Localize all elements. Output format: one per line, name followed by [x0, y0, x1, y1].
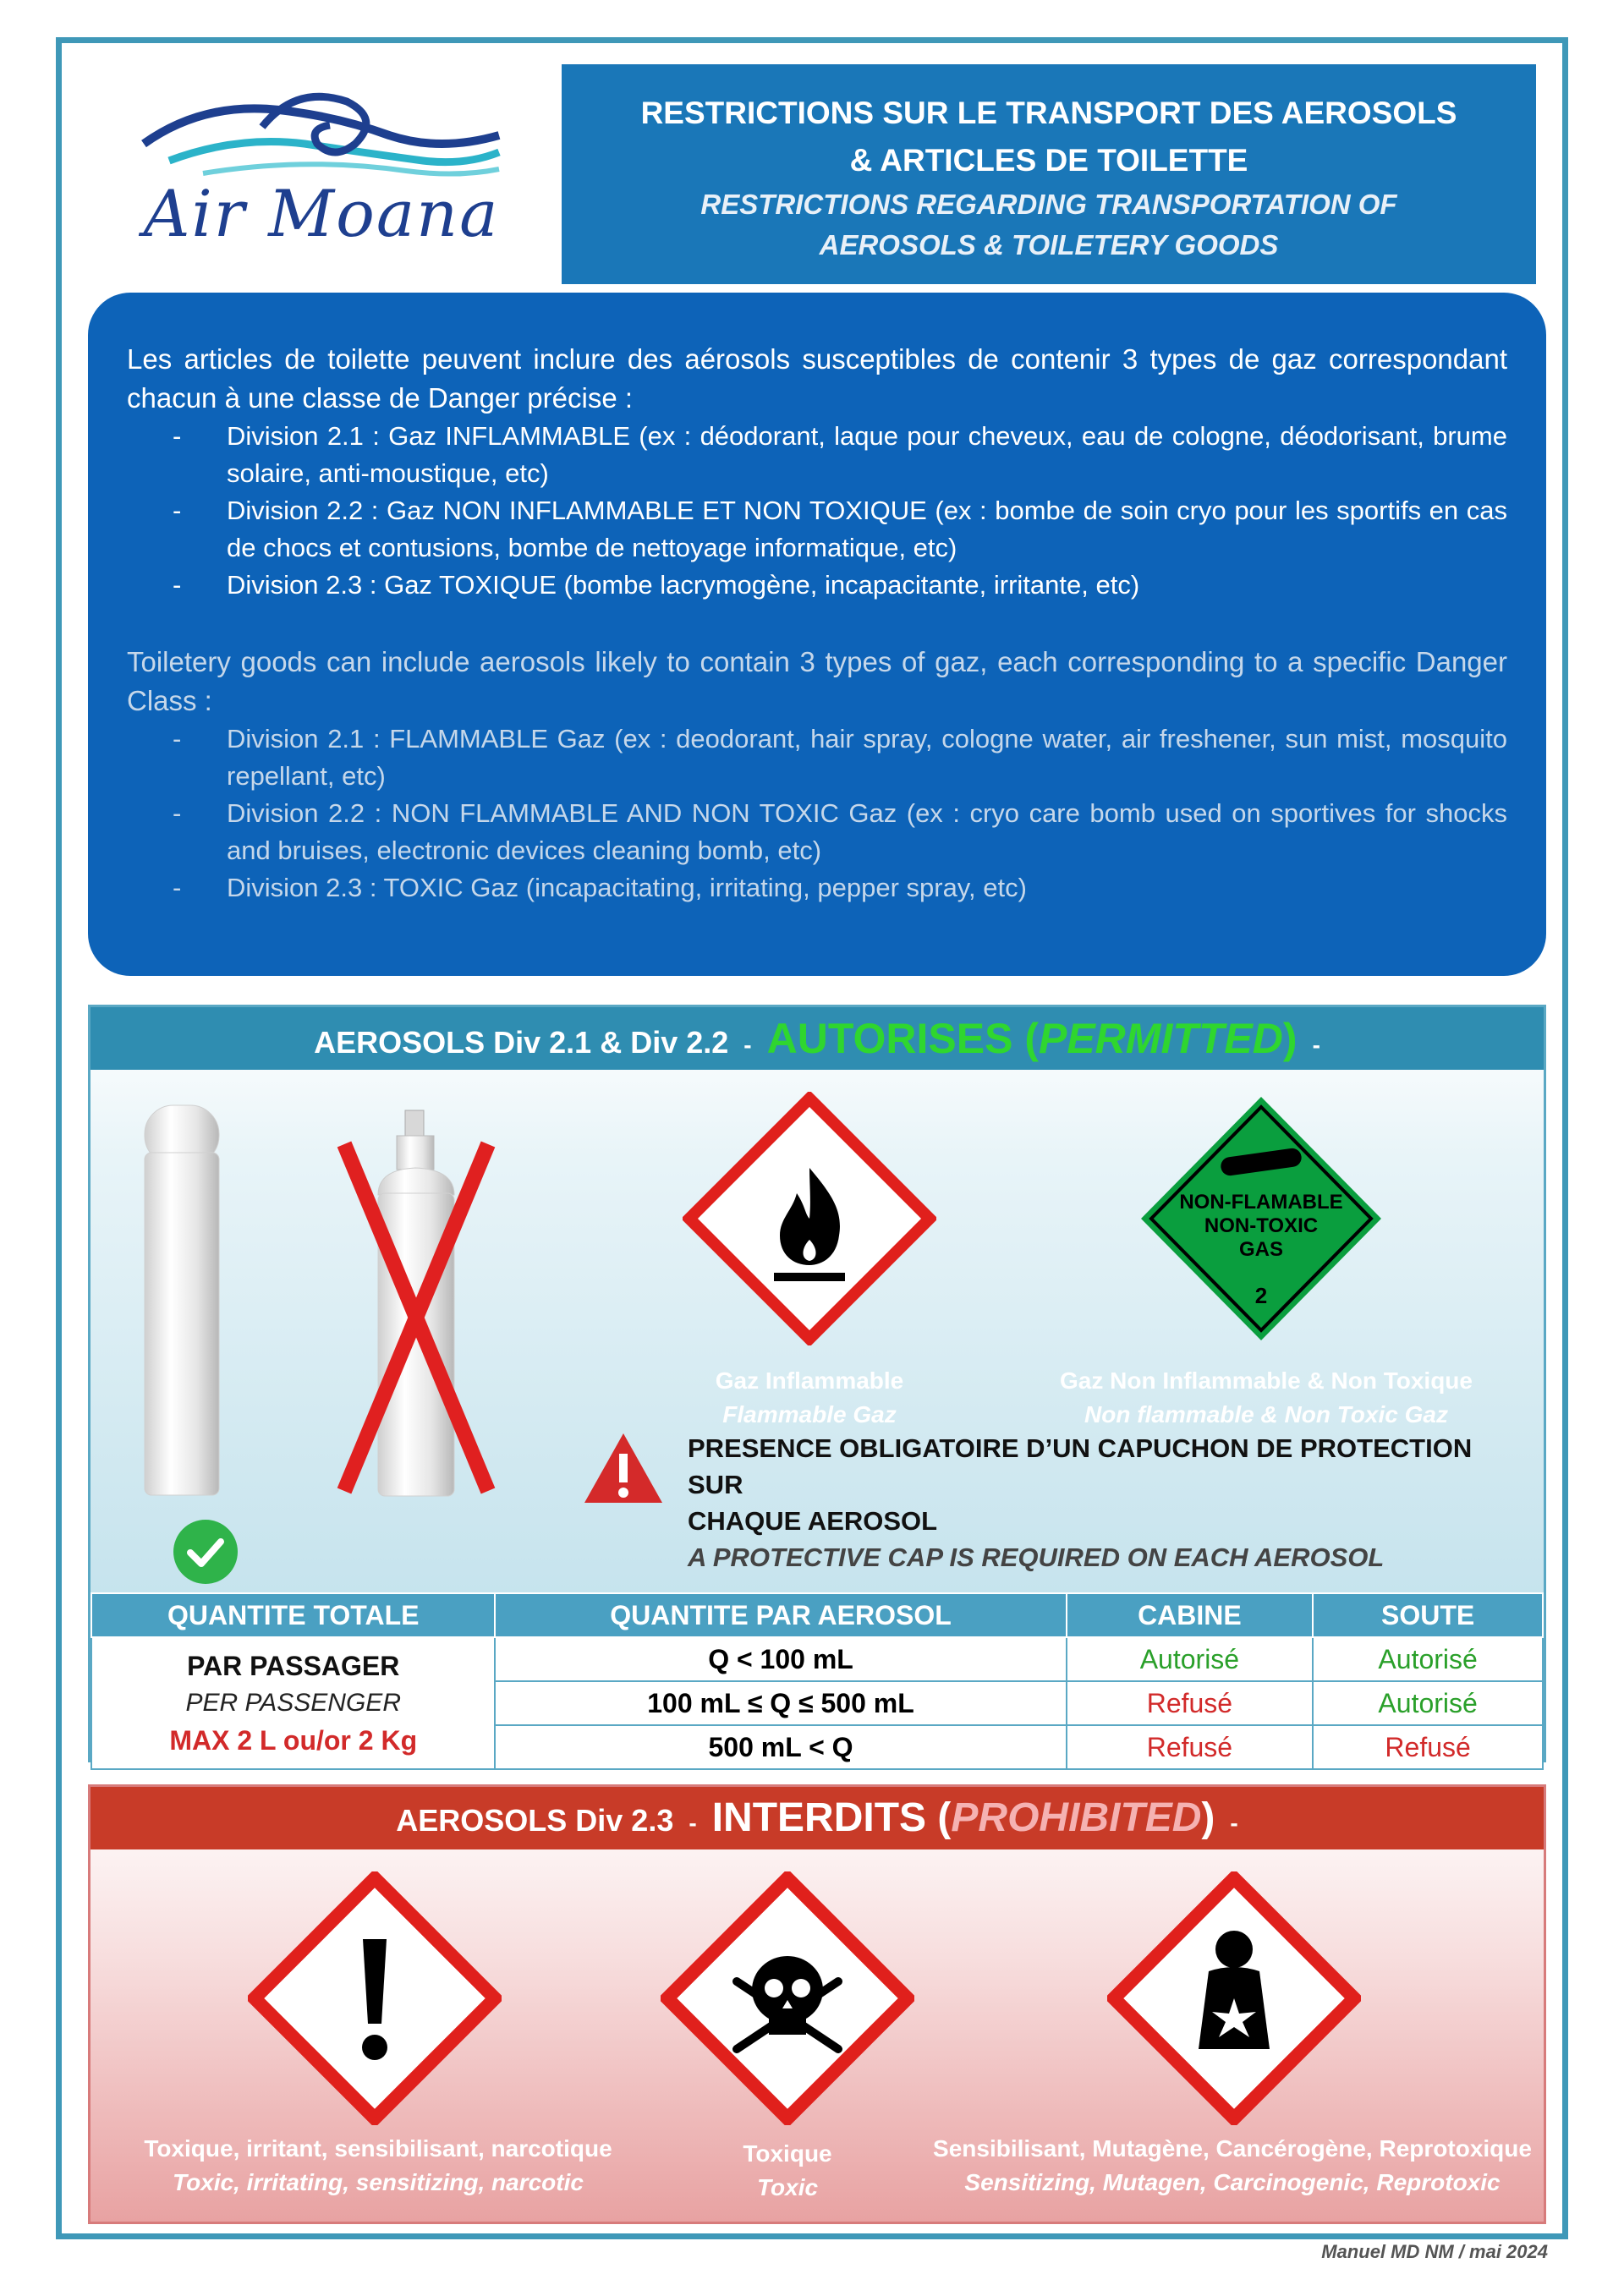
- cabin-cell: Refusé: [1067, 1725, 1314, 1769]
- prohibited-section: [88, 1784, 1546, 2224]
- cap-required-warning: [688, 1430, 1533, 1575]
- total-max: MAX 2 L ou/or 2 Kg: [169, 1725, 418, 1756]
- list-item: - Division 2.1 : Gaz INFLAMMABLE (ex : déodorant, laque pour cheveux, eau de cologne, déodorisant, brume solaire, anti-moustique, etc): [173, 418, 1507, 492]
- check-circle-icon: [172, 1518, 239, 1586]
- health-hazard-label-en: Sensitizing, Mutagen, Carcinogenic, Reprotoxic: [964, 2169, 1501, 2195]
- info-en-list: [127, 721, 1507, 907]
- toxic-label: [703, 2137, 872, 2205]
- diamond-text-2: NON-TOXIC: [1204, 1214, 1319, 1237]
- header-dash: -: [1312, 1032, 1320, 1058]
- total-quantity-cell: [91, 1637, 495, 1769]
- title-en-line2: AEROSOLS & TOILETERY GOODS: [819, 229, 1279, 260]
- hold-cell: Refusé: [1313, 1725, 1543, 1769]
- warning-fr-line2: CHAQUE AEROSOL: [688, 1506, 938, 1536]
- hold-cell: Autorisé: [1313, 1637, 1543, 1681]
- warning-fr-line1: PRESENCE OBLIGATOIRE D’UN CAPUCHON DE PROTECTION SUR: [688, 1433, 1473, 1499]
- prohibited-status: [712, 1795, 1215, 1840]
- flammable-hazard-icon: [683, 1092, 936, 1345]
- info-panel: [88, 293, 1546, 976]
- cabin-cell: Autorisé: [1067, 1637, 1314, 1681]
- health-hazard-icon: [1107, 1871, 1361, 2125]
- total-fr: PAR PASSAGER: [187, 1651, 400, 1681]
- non-flammable-label-en: Non flammable & Non Toxic Gaz: [1084, 1401, 1448, 1427]
- air-moana-logo: [135, 76, 508, 262]
- header-dash: -: [1230, 1810, 1238, 1836]
- diamond-class-number: 2: [1254, 1283, 1268, 1308]
- paren-open: (: [937, 1795, 952, 1840]
- paren-close: ): [1201, 1795, 1215, 1840]
- title-fr-line2: & ARTICLES DE TOILETTE: [849, 143, 1248, 178]
- permitted-header-prefix: AEROSOLS Div 2.1 & Div 2.2: [314, 1025, 729, 1060]
- irritant-label-fr: Toxique, irritant, sensibilisant, narcotique: [144, 2135, 612, 2162]
- list-item: - Division 2.3 : Gaz TOXIQUE (bombe lacrymogène, incapacitante, irritante, etc): [173, 567, 1507, 604]
- health-hazard-label-fr: Sensibilisant, Mutagène, Cancérogène, Reprotoxique: [933, 2135, 1532, 2162]
- title-en: [562, 184, 1536, 266]
- permitted-status-en: PERMITTED: [1038, 1015, 1283, 1062]
- permitted-status-fr: AUTORISES: [766, 1015, 1013, 1062]
- qty-cell: 500 mL < Q: [495, 1725, 1066, 1769]
- table-row: [91, 1637, 1543, 1681]
- title-fr-line1: RESTRICTIONS SUR LE TRANSPORT DES AEROSOLS: [640, 96, 1457, 130]
- prohibited-status-fr: INTERDITS: [711, 1795, 927, 1840]
- wave-logo-icon: [135, 76, 508, 186]
- brand-name: Air Moana: [143, 176, 500, 251]
- table-header: CABINE: [1067, 1593, 1314, 1637]
- flammable-label: [700, 1364, 919, 1432]
- diamond-text-1: NON-FLAMABLE: [1179, 1191, 1343, 1214]
- permitted-status: [767, 1015, 1298, 1062]
- header-dash: -: [743, 1032, 752, 1058]
- info-fr-intro: Les articles de toilette peuvent inclure des aérosols susceptibles de contenir 3 types de gaz correspondant chacun à une classe de Danger précise :: [127, 343, 1507, 414]
- irritant-label-en: Toxic, irritating, sensitizing, narcotic: [173, 2169, 584, 2195]
- aerosol-can-without-cap-icon: [336, 1102, 497, 1499]
- list-item: - Division 2.2 : NON FLAMMABLE AND NON TOXIC Gaz (ex : cryo care bomb used on sportives for shocks and bruises, electronic devices cleaning bomb, etc): [173, 795, 1507, 869]
- quantity-table: [91, 1592, 1544, 1770]
- warning-triangle-icon: [581, 1430, 666, 1506]
- info-fr-list: [127, 418, 1507, 604]
- document-footer: Manuel MD NM / mai 2024: [1321, 2241, 1548, 2262]
- paren-open: (: [1024, 1015, 1039, 1062]
- table-header: QUANTITE TOTALE: [91, 1593, 495, 1637]
- header-dash: -: [689, 1810, 697, 1836]
- prohibited-status-en: PROHIBITED: [951, 1795, 1202, 1840]
- warning-en: A PROTECTIVE CAP IS REQUIRED ON EACH AEROSOL: [688, 1543, 1385, 1572]
- list-item: - Division 2.2 : Gaz NON INFLAMMABLE ET NON TOXIQUE (ex : bombe de soin cryo pour les sportifs en cas de chocs et contusions, bombe de nettoyage informatique, etc): [173, 492, 1507, 567]
- skull-crossbones-hazard-icon: [661, 1871, 914, 2125]
- prohibited-header-prefix: AEROSOLS Div 2.3: [396, 1803, 674, 1838]
- toxic-label-fr: Toxique: [743, 2140, 832, 2167]
- non-flammable-gas-hazard-icon: [1136, 1092, 1386, 1345]
- exclamation-hazard-icon: [248, 1871, 502, 2125]
- aerosol-can-with-cap-icon: [141, 1102, 222, 1499]
- toxic-label-en: Toxic: [756, 2174, 819, 2200]
- non-flammable-label-fr: Gaz Non Inflammable & Non Toxique: [1060, 1367, 1473, 1394]
- non-flammable-label: [1029, 1364, 1503, 1432]
- title-fr: [562, 90, 1536, 184]
- hold-cell: Autorisé: [1313, 1681, 1543, 1725]
- cabin-cell: Refusé: [1067, 1681, 1314, 1725]
- info-en-intro: Toiletery goods can include aerosols likely to contain 3 types of gaz, each corresponding to a specific Danger Class :: [127, 646, 1507, 716]
- title-box: [562, 64, 1536, 284]
- irritant-label: [116, 2132, 640, 2200]
- title-en-line1: RESTRICTIONS REGARDING TRANSPORTATION OF: [700, 189, 1397, 220]
- flammable-label-fr: Gaz Inflammable: [715, 1367, 904, 1394]
- diamond-text-3: GAS: [1238, 1238, 1284, 1261]
- health-hazard-label: [911, 2132, 1554, 2200]
- list-item: - Division 2.3 : TOXIC Gaz (incapacitating, irritating, pepper spray, etc): [173, 869, 1507, 907]
- table-header: SOUTE: [1313, 1593, 1543, 1637]
- list-item: - Division 2.1 : FLAMMABLE Gaz (ex : deodorant, hair spray, cologne water, air freshener, sun mist, mosquito repellant, etc): [173, 721, 1507, 795]
- total-en: PER PASSENGER: [185, 1689, 401, 1717]
- permitted-header: [91, 1007, 1544, 1070]
- permitted-section: [88, 1005, 1546, 1762]
- flammable-label-en: Flammable Gaz: [722, 1401, 897, 1427]
- table-header: QUANTITE PAR AEROSOL: [495, 1593, 1066, 1637]
- info-en-block: [127, 643, 1507, 907]
- qty-cell: Q < 100 mL: [495, 1637, 1066, 1681]
- prohibited-header: [91, 1787, 1544, 1849]
- qty-cell: 100 mL ≤ Q ≤ 500 mL: [495, 1681, 1066, 1725]
- paren-close: ): [1282, 1015, 1298, 1062]
